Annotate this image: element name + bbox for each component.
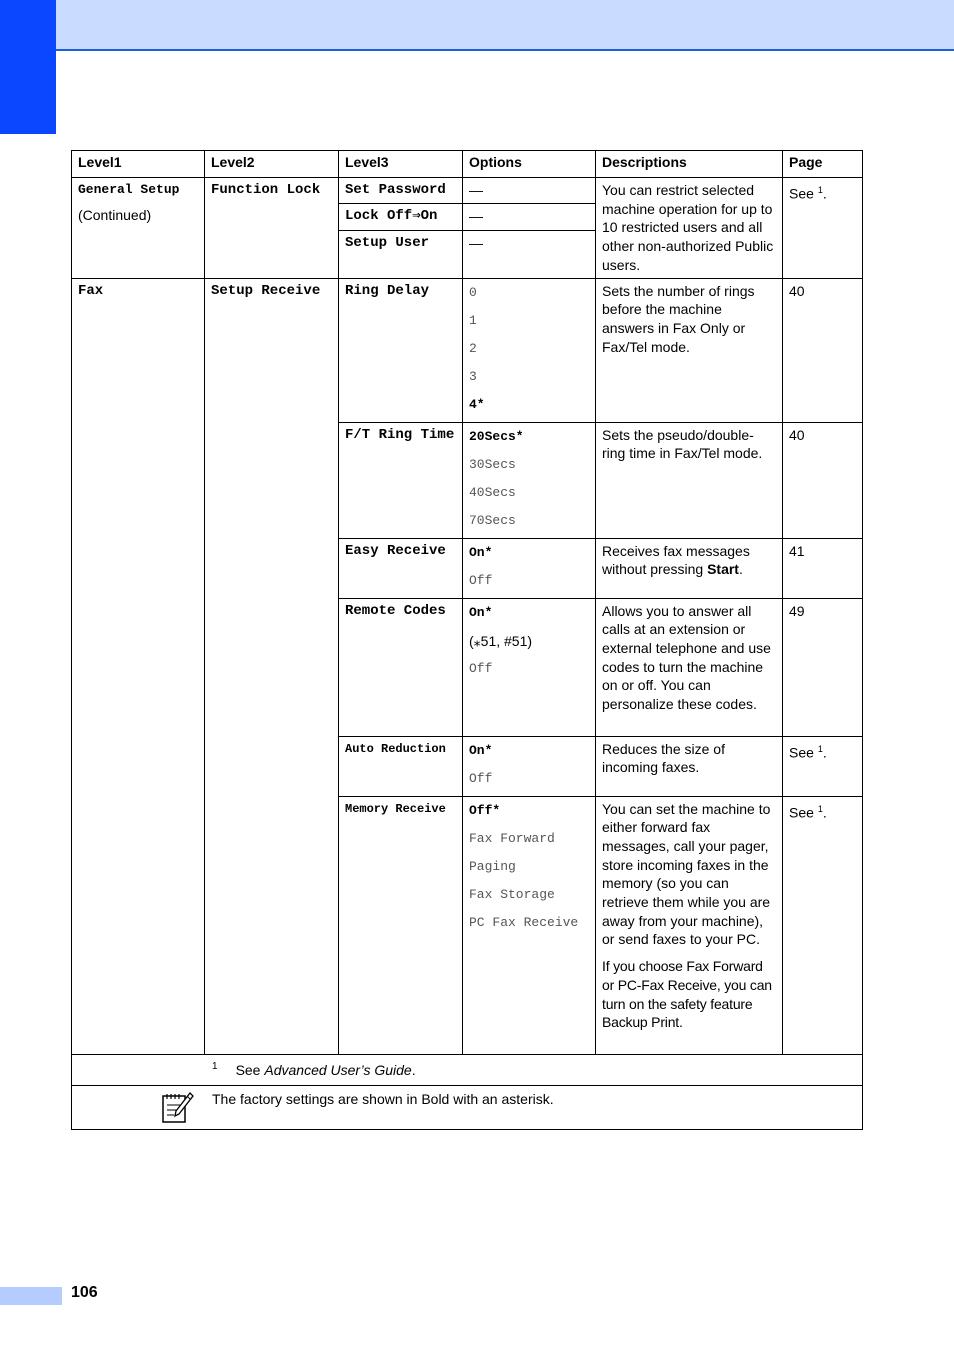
option-item-default: On* [469, 742, 493, 758]
table-row [72, 278, 863, 422]
option-item: 40Secs [469, 484, 516, 500]
level3-label: Lock Off⇒On [339, 204, 463, 230]
description-cell: Reduces the size of incoming faxes. [596, 736, 783, 796]
level1-label: Fax [72, 278, 205, 1054]
option-item: PC Fax Receive [469, 914, 579, 930]
column-header: Descriptions [596, 151, 783, 178]
page-ref: 41 [783, 538, 863, 598]
start-key-label: Start [707, 561, 739, 578]
note-text: The factory settings are shown in Bold with an asterisk. [212, 1091, 554, 1108]
column-header: Level3 [339, 151, 463, 178]
option-item: Fax Forward [469, 830, 555, 846]
table-header-row [72, 151, 863, 178]
option-item: Off [469, 770, 493, 786]
option-value: — [463, 230, 596, 278]
option-item: 2 [469, 340, 477, 356]
description-text: If you choose Fax Forward or PC-Fax Receive, you can turn on the safety feature Backup Print. [602, 958, 772, 1031]
options-cell [463, 796, 596, 1054]
option-value: — [463, 204, 596, 230]
page-ref: See $^1$. [783, 178, 863, 279]
option-item: Off [469, 660, 493, 676]
option-value: — [463, 178, 596, 204]
level1-label: General Setup [78, 182, 180, 197]
page-ref: See $^1$. [783, 736, 863, 796]
level3-label: F/T Ring Time [339, 422, 463, 538]
continued-label: (Continued) [78, 206, 152, 223]
note-pencil-icon [160, 1090, 194, 1124]
footnote: $^1$ See Advanced User’s Guide. [72, 1054, 863, 1086]
option-item: 3 [469, 368, 477, 384]
level2-label: Function Lock [205, 178, 339, 279]
option-item: 1 [469, 312, 477, 328]
level3-label: Setup User [339, 230, 463, 278]
description-cell [596, 796, 783, 1054]
option-item: Fax Storage [469, 886, 555, 902]
description-text: You can set the machine to either forward fax messages, call your pager, store incoming faxes in the memory (so you can retrieve them while you are away from your machine), or send faxes to your PC. [602, 800, 771, 948]
level3-label: Memory Receive [339, 796, 463, 1054]
page-ref: See $^1$. [783, 796, 863, 1054]
options-cell [463, 538, 596, 598]
options-cell [463, 422, 596, 538]
option-item-default: Off* [469, 802, 501, 818]
remote-codes-value: (⁎51, #51) [469, 632, 533, 649]
column-header: Level1 [72, 151, 205, 178]
level3-label: Ring Delay [339, 278, 463, 422]
options-cell [463, 278, 596, 422]
note [72, 1086, 863, 1130]
page-ref: 40 [783, 422, 863, 538]
option-item: 30Secs [469, 456, 516, 472]
description-cell: Allows you to answer all calls at an extension or external telephone and use codes to turn the machine on or off. You can personalize these codes. [596, 598, 783, 736]
option-item: Off [469, 572, 493, 588]
level1-cell [72, 178, 205, 279]
page-ref: 49 [783, 598, 863, 736]
description-cell: You can restrict selected machine operation for up to 10 restricted users and all other non-authorized Public users. [596, 178, 783, 279]
level3-label: Remote Codes [339, 598, 463, 736]
options-cell [463, 736, 596, 796]
option-item: Paging [469, 858, 516, 874]
footnote-number: 1 [212, 1060, 218, 1072]
chapter-tab [0, 0, 56, 134]
option-item-default: 4* [469, 396, 485, 412]
page-number: 106 [71, 1284, 98, 1301]
option-item-default: On* [469, 604, 493, 620]
level2-label: Setup Receive [205, 278, 339, 1054]
description-cell: Receives fax messages without pressing Start. [596, 538, 783, 598]
column-header: Level2 [205, 151, 339, 178]
table-row [72, 178, 863, 204]
level3-label: Auto Reduction [339, 736, 463, 796]
options-cell [463, 598, 596, 736]
option-item: 0 [469, 284, 477, 300]
option-item: 70Secs [469, 512, 516, 528]
settings-table [71, 150, 863, 1130]
description-cell: Sets the pseudo/double-ring time in Fax/Tel mode. [596, 422, 783, 538]
description-cell: Sets the number of rings before the machine answers in Fax Only or Fax/Tel mode. [596, 278, 783, 422]
level3-label: Set Password [339, 178, 463, 204]
footnote-row [72, 1054, 863, 1086]
column-header: Options [463, 151, 596, 178]
note-row [72, 1086, 863, 1130]
guide-title: Advanced User’s Guide [264, 1061, 412, 1078]
level3-label: Easy Receive [339, 538, 463, 598]
header-band [0, 0, 954, 51]
option-item-default: On* [469, 544, 493, 560]
column-header: Page [783, 151, 863, 178]
page-ref: 40 [783, 278, 863, 422]
footer-band [0, 1287, 62, 1305]
option-item-default: 20Secs* [469, 428, 524, 444]
